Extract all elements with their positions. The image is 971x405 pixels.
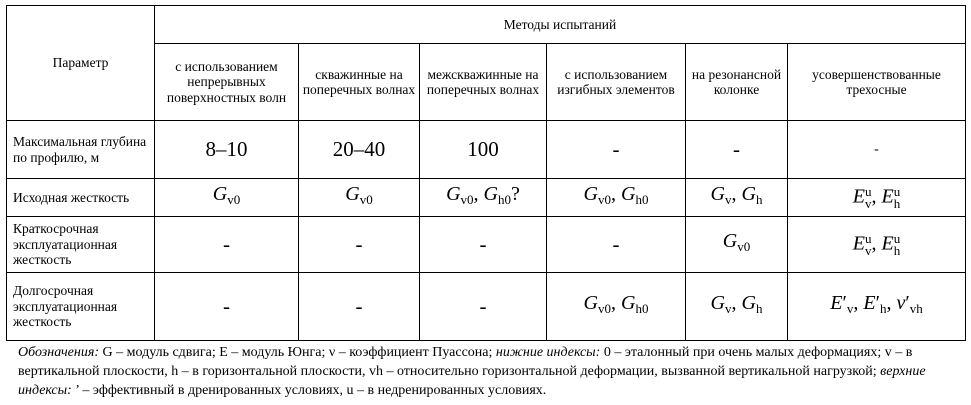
table-cell: 20–40 [299,121,420,179]
stiffness-methods-table [6,5,966,341]
table-cell: - [547,217,686,273]
table-cell: $G_{v0}$ [299,179,420,217]
table-cell: - [299,217,420,273]
table-cell: - [788,121,966,179]
table-cell: - [155,217,299,273]
table-cell: $G_{v0}$, $G_{h0}$ [547,273,686,341]
row-label-initial-stiffness: Исходная жесткость [7,179,155,217]
row-label-long-term-stiffness: Долгосрочная эксплуатационная жесткость [7,273,155,341]
table-cell: $G_v$, $G_h$ [686,179,788,217]
header-test-methods: Методы испытаний [155,6,966,44]
column-header-surface-waves: с использованием непрерывных поверхностных волн [155,44,299,121]
column-header-advanced-triaxial: усовершенствованные трехосные [788,44,966,121]
table-cell: 100 [420,121,547,179]
table-cell: - [686,121,788,179]
row-label-short-term-stiffness: Краткосрочная эксплуатационная жесткость [7,217,155,273]
table-cell: E u v , E u h [788,179,966,217]
legend-label-lower-indices: нижние индексы: [495,345,601,360]
legend-text-moduli: G – модуль сдвига; E – модуль Юнга; ν – коэффициент Пуассона; [99,345,496,360]
table-cell: $G_v$, $G_h$ [686,273,788,341]
row-label-max-depth: Максимальная глубина по профилю, м [7,121,155,179]
column-header-resonant-column: на резонансной колонке [686,44,788,121]
table-cell: $G_{v0}$, $G_{h0}$? [420,179,547,217]
column-header-crosshole: межскважинные на поперечных волнах [420,44,547,121]
table-cell: - [155,273,299,341]
legend-label-upper-indices: верхние индексы: [18,364,926,398]
table-row [7,273,966,341]
table-row [7,217,966,273]
table-cell: $G_{v0}$ [155,179,299,217]
table-cell: 8–10 [155,121,299,179]
table-legend-note [18,343,958,400]
table-cell: - [420,217,547,273]
column-header-downhole: скважинные на поперечных волнах [299,44,420,121]
table-cell: - [420,273,547,341]
table-cell: - [547,121,686,179]
table-cell: $E'_v$, $E'_h$, $\nu'_{vh}$ [788,273,966,341]
column-header-bender-elements: с использованием изгибных элементов [547,44,686,121]
table-cell: $G_{v0}$, $G_{h0}$ [547,179,686,217]
legend-text-upper-indices: ’ – эффективный в дренированных условиях, u – в недренированных условиях. [71,383,547,398]
table-row [7,179,966,217]
header-parameter: Параметр [7,6,155,121]
table-cell: E u v , E u h [788,217,966,273]
table-cell: - [299,273,420,341]
table-row [7,121,966,179]
table-cell: $G_{v0}$ [686,217,788,273]
legend-text-lower-indices: 0 – эталонный при очень малых деформациях; v – в вертикальной плоскости, h – в горизонтальной плоскости, vh – относительно горизонтальной деформации, вызванной вертикальной нагрузкой; [18,345,913,379]
legend-label-designations: Обозначения: [18,345,100,360]
